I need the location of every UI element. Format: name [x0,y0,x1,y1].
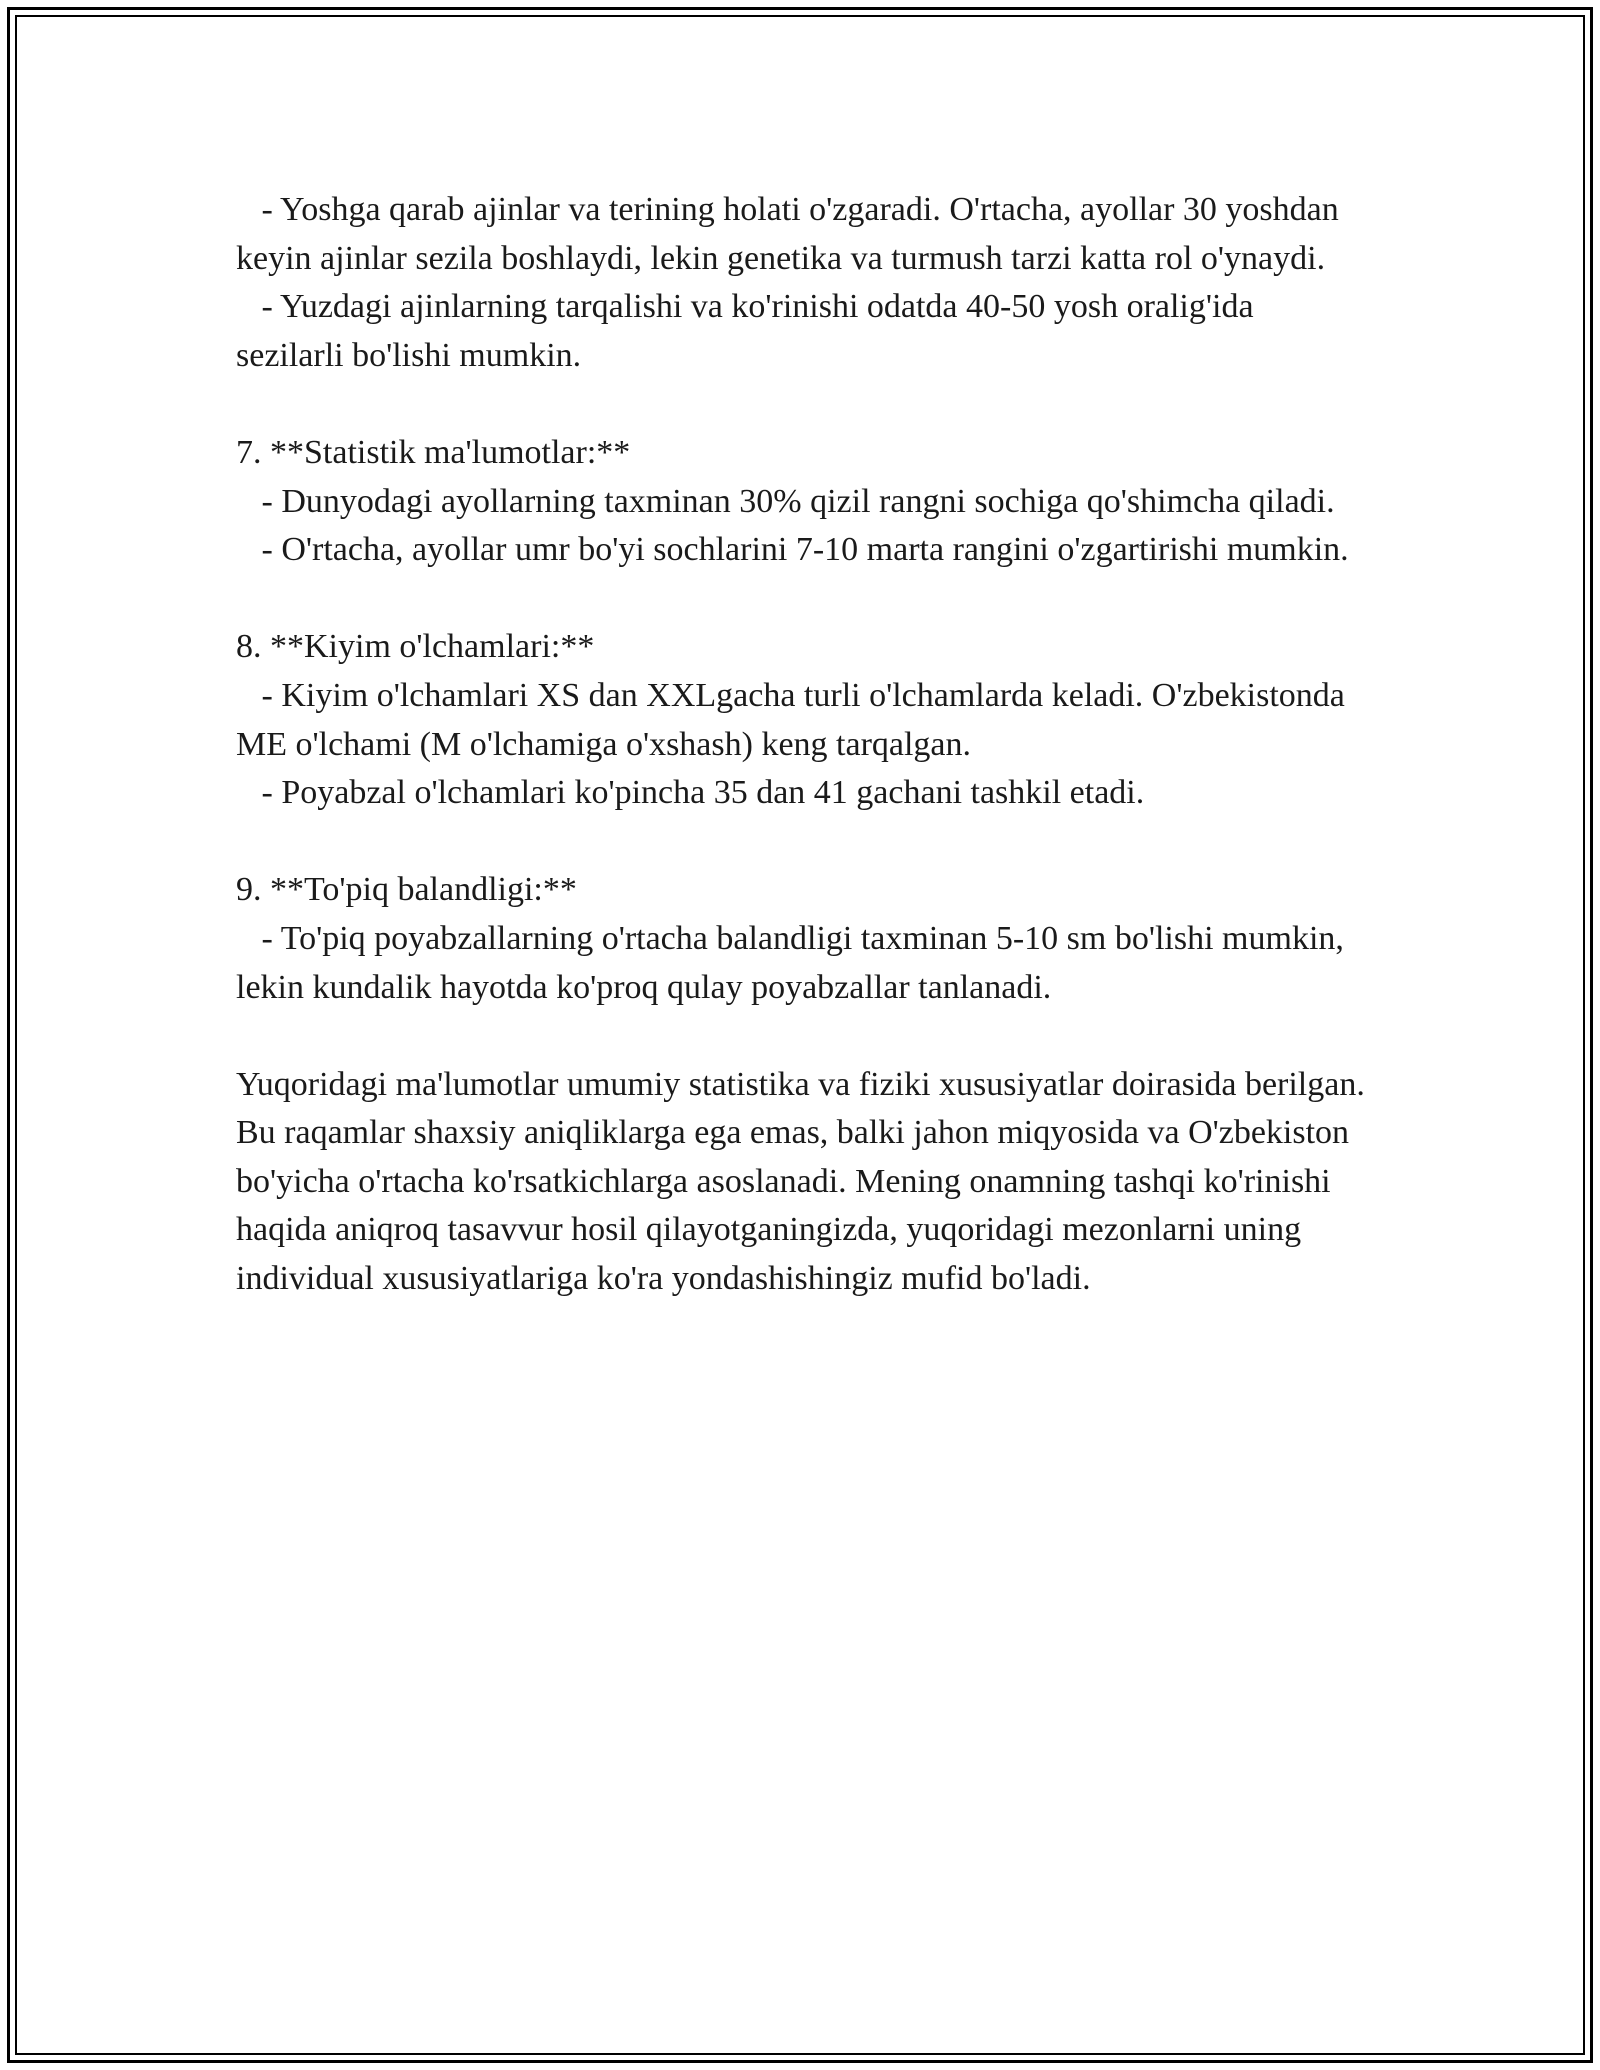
bullet-wrinkles-face: - Yuzdagi ajinlarning tarqalishi va ko'rinishi odatda 40-50 yosh oralig'ida sezilarli bo'lishi mumkin. [236,288,1263,374]
closing-paragraph: Yuqoridagi ma'lumotlar umumiy statistika va fiziki xususiyatlar doirasida berilgan. Bu raqamlar shaxsiy aniqliklarga ega emas, balki jahon miqyosida va O'zbekiston bo'yicha o'rtacha ko'rsatkichlarga asoslanadi. Mening onamning tashqi ko'rinishi haqida aniqroq tasavvur hosil qilayotganingizda, yuqoridagi mezonlarni uning individual xususiyatlariga ko'ra yondashishingiz mufid bo'ladi. [236,1065,1374,1298]
bullet-heel-height: - To'piq poyabzallarning o'rtacha balandligi taxminan 5-10 sm bo'lishi mumkin, lekin kundalik hayotda ko'proq qulay poyabzallar tanlanadi. [236,919,1353,1006]
bullet-wrinkles-age: - Yoshga qarab ajinlar va terining holati o'zgaradi. O'rtacha, ayollar 30 yoshdan keyin ajinlar sezila boshlaydi, lekin genetika va turmush tarzi katta rol o'ynaydi. [236,191,1348,277]
section-heading-statistics: 7. **Statistik ma'lumotlar:** [236,433,631,471]
paragraph-gap [236,818,1366,867]
paragraph-gap [236,575,1366,624]
paragraph-gap [236,1012,1366,1061]
bullet-hair-color-changes: - O'rtacha, ayollar umr bo'yi sochlarini 7-10 marta rangini o'zgartirishi mumkin. [236,531,1349,569]
bullet-clothing-sizes: - Kiyim o'lchamlari XS dan XXLgacha turli o'lchamlarda keladi. O'zbekistonda ME o'lchami (M o'lchamiga o'xshash) keng tarqalgan. [236,676,1354,763]
bullet-hair-red: - Dunyodagi ayollarning taxminan 30% qizil rangni sochiga qo'shimcha qiladi. [236,482,1335,520]
bullet-shoe-sizes: - Poyabzal o'lchamlari ko'pincha 35 dan 41 gachani tashkil etadi. [236,774,1145,812]
document-body [236,186,1374,1304]
paragraph-gap [236,380,1366,429]
section-heading-heel-height: 9. **To'piq balandligi:** [236,871,577,909]
section-heading-clothing-sizes: 8. **Kiyim o'lchamlari:** [236,628,595,666]
